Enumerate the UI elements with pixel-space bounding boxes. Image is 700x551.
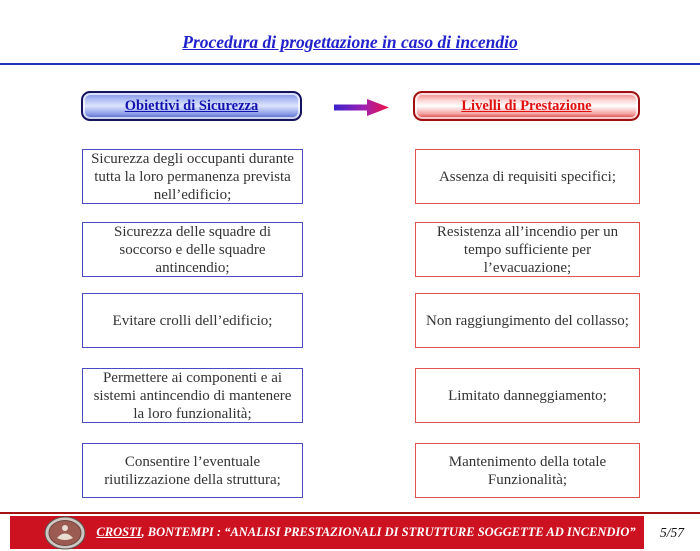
performance-levels-button[interactable] <box>413 91 640 121</box>
objective-text: Sicurezza delle squadre di soccorso e delle squadre antincendio; <box>113 223 271 276</box>
title-divider <box>0 63 700 65</box>
gradient-right-arrow-icon <box>334 99 389 116</box>
performance-box-1 <box>415 149 640 204</box>
performance-text: Mantenimento della totale Funzionalità; <box>448 453 607 488</box>
objective-text: Consentire l’eventuale riutilizzazione della struttura; <box>104 453 281 488</box>
safety-objectives-button[interactable] <box>81 91 302 121</box>
objective-box-5 <box>82 443 303 498</box>
university-seal-icon <box>44 516 86 550</box>
objective-box-3 <box>82 293 303 348</box>
safety-objectives-label: Obiettivi di Sicurezza <box>124 97 259 114</box>
page-title: Procedura di progettazione in caso di incendio <box>182 32 518 52</box>
performance-levels-label: Livelli di Prestazione <box>461 97 592 114</box>
performance-text: Assenza di requisiti specifici; <box>438 168 617 185</box>
performance-text: Resistenza all’incendio per un tempo sufficiente per l’evacuazione; <box>436 223 619 276</box>
footer-reference: , BONTEMPI : “ANALISI PRESTAZIONALI DI STRUTTURE SOGGETTE AD INCENDIO” <box>141 525 636 539</box>
objective-text: Evitare crolli dell’edificio; <box>112 312 273 329</box>
footer-citation <box>92 516 640 549</box>
objective-text: Sicurezza degli occupanti durante tutta la loro permanenza prevista nell’edificio; <box>91 150 294 203</box>
performance-box-2 <box>415 222 640 277</box>
objective-text: Permettere ai componenti e ai sistemi antincendio di mantenere la loro funzionalità; <box>93 369 292 422</box>
performance-text: Non raggiungimento del collasso; <box>426 312 629 329</box>
performance-box-3 <box>415 293 640 348</box>
objective-box-2 <box>82 222 303 277</box>
footer-divider <box>0 512 700 514</box>
objective-box-1 <box>82 149 303 204</box>
page-number: 5/57 <box>644 516 700 549</box>
objective-box-4 <box>82 368 303 423</box>
performance-box-4 <box>415 368 640 423</box>
performance-box-5 <box>415 443 640 498</box>
performance-text: Limitato danneggiamento; <box>448 387 607 404</box>
footer-author: CROSTI <box>96 525 142 539</box>
